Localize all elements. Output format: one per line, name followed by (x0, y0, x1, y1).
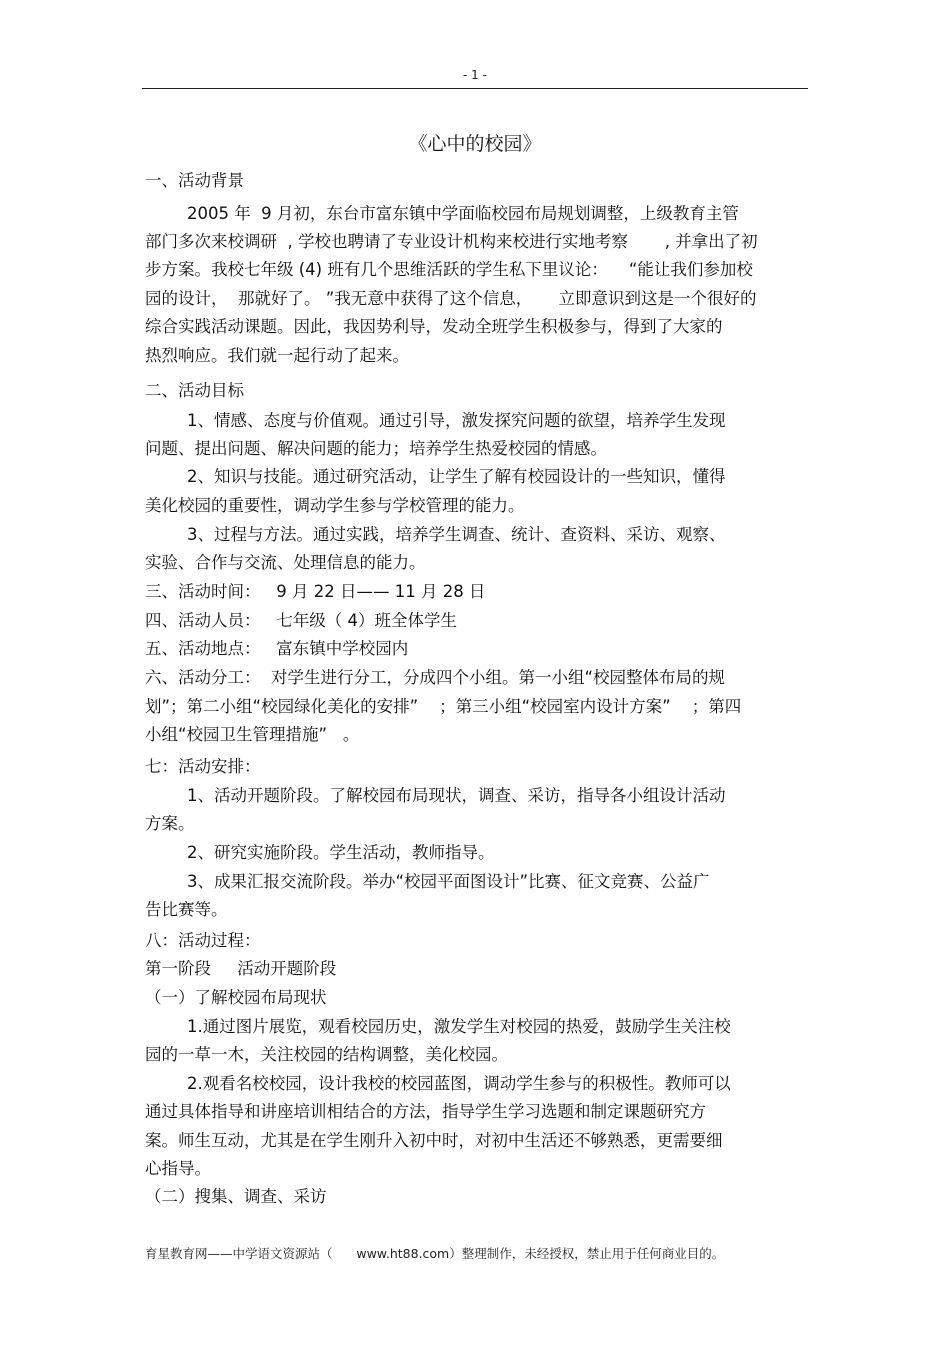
text-line: 步方案。我校七年级 (4) 班有几个思维活跃的学生私下里议论： “能让我们参加校 (145, 260, 753, 279)
text-line: 部门多次来校调研 , 学校也聘请了专业设计机构来校进行实地考察 , 并拿出了初 (145, 232, 758, 251)
page-number: - 1 - (463, 68, 487, 82)
text-line: 3、成果汇报交流阶段。举办“校园平面图设计”比赛、征文竞赛、公益广 (145, 872, 710, 891)
text-line: 案。师生互动，尤其是在学生刚升入初中时，对初中生活还不够熟悉，更需要细 (145, 1131, 723, 1150)
text-line: 告比赛等。 (145, 900, 228, 919)
text-line: 热烈响应。我们就一起行动了起来。 (145, 346, 409, 365)
text-line: 2.观看名校校园，设计我校的校园蓝图，调动学生参与的积极性。教师可以 (145, 1074, 731, 1093)
text-line: （二）搜集、调查、采访 (145, 1187, 327, 1206)
text-line: （一）了解校园布局现状 (145, 988, 327, 1007)
text-line: 三、活动时间： 9 月 22 日—— 11 月 28 日 (145, 582, 486, 601)
document-title: 《心中的校园》 (408, 133, 542, 155)
text-line: 六、活动分工： 对学生进行分工，分成四个小组。第一小组“校园整体布局的规 (145, 668, 726, 687)
text-line: 心指导。 (145, 1159, 211, 1178)
text-line: 方案。 (145, 814, 195, 833)
text-line: 小组“校园卫生管理措施” 。 (145, 725, 360, 744)
text-line: 园的一草一木，关注校园的结构调整，美化校园。 (145, 1045, 508, 1064)
text-line: 1、情感、态度与价值观。通过引导，激发探究问题的欲望，培养学生发现 (145, 411, 726, 430)
text-line: 1.通过图片展览，观看校园历史，激发学生对校园的热爱，鼓励学生关注校 (145, 1017, 731, 1036)
text-line: 七：活动安排： (145, 757, 261, 776)
text-line: 八：活动过程： (145, 931, 261, 950)
text-line: 园的设计， 那就好了。 ”我无意中获得了这个信息， 立即意识到这是一个很好的 (145, 289, 757, 308)
text-line: 二、活动目标 (145, 381, 244, 400)
text-line: 实验、合作与交流、处理信息的能力。 (145, 553, 426, 572)
text-line: 3、过程与方法。通过实践，培养学生调查、统计、查资料、采访、观察、 (145, 525, 726, 544)
text-line: 通过具体指导和讲座培训相结合的方法，指导学生学习选题和制定课题研究方 (145, 1102, 706, 1121)
text-line: 四、活动人员： 七年级（ 4）班全体学生 (145, 611, 457, 630)
text-line: 划”；第二小组“校园绿化美化的安排” ；第三小组“校园室内设计方案” ；第四 (145, 697, 742, 716)
text-line: 一、活动背景 (145, 171, 244, 190)
text-line: 2、知识与技能。通过研究活动，让学生了解有校园设计的一些知识，懂得 (145, 467, 726, 486)
text-line: 第一阶段 活动开题阶段 (145, 959, 337, 978)
text-line: 美化校园的重要性，调动学生参与学校管理的能力。 (145, 496, 525, 515)
text-line: 2005 年 9 月初，东台市富东镇中学面临校园布局规划调整，上级教育主管 (145, 204, 739, 223)
text-line: 五、活动地点： 富东镇中学校园内 (145, 639, 409, 658)
text-line: 2、研究实施阶段。学生活动，教师指导。 (145, 843, 495, 862)
text-line: 1、活动开题阶段。了解校园布局现状，调查、采访，指导各小组设计活动 (145, 786, 726, 805)
footer-text: 育星教育网——中学语文资源站（ www.ht88.com）整理制作，未经授权，禁止用于任何商业目的。 (145, 1246, 725, 1261)
text-line: 综合实践活动课题。因此，我因势利导，发动全班学生积极参与，得到了大家的 (145, 317, 723, 336)
text-line: 问题、提出问题、解决问题的能力；培养学生热爱校园的情感。 (145, 439, 607, 458)
header-rule (142, 88, 808, 89)
